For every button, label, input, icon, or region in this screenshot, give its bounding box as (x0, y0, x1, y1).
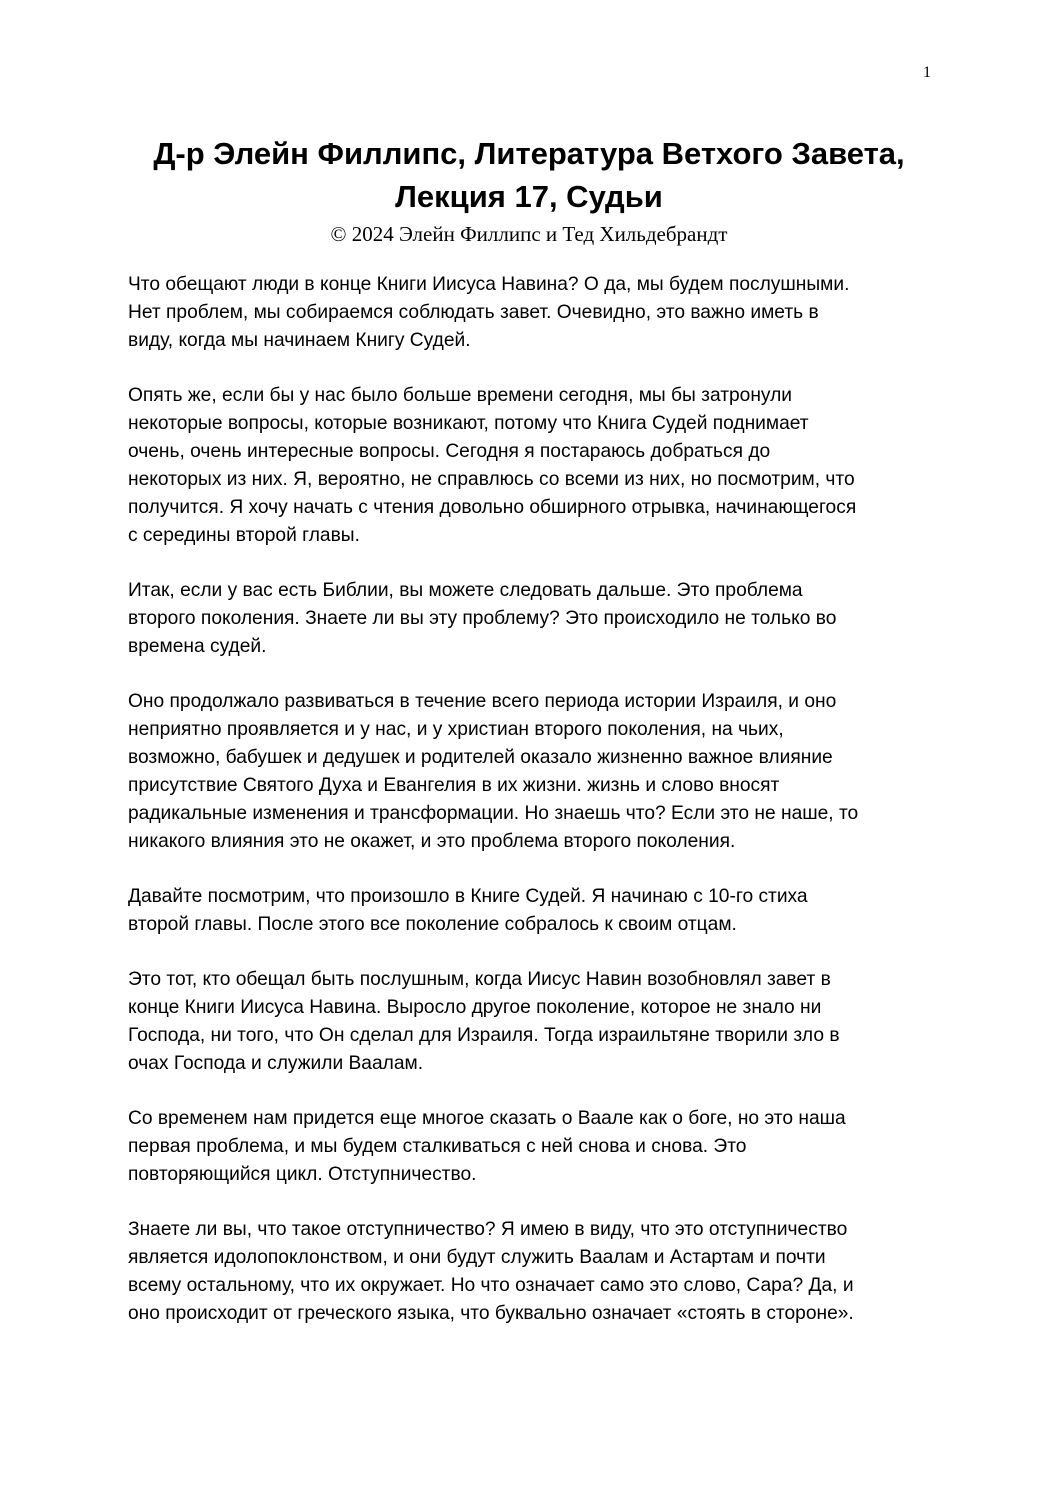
copyright-line: © 2024 Элейн Филлипс и Тед Хильдебрандт (330, 222, 728, 246)
text-line: Это тот, кто обещал быть послушным, когда Иисус Навин возобновлял завет в (128, 969, 831, 990)
text-line: Господа, ни того, что Он сделал для Израиля. Тогда израильтяне творили зло в (128, 1025, 840, 1046)
text-line: Со временем нам придется еще многое сказать о Ваале как о боге, но это наша (128, 1108, 846, 1129)
text-line: второго поколения. Знаете ли вы эту проблему? Это происходило не только во (128, 608, 837, 629)
text-line: некоторых из них. Я, вероятно, не справлюсь со всеми из них, но посмотрим, что (128, 469, 855, 490)
text-line: оно происходит от греческого языка, что буквально означает «стоять в стороне». (128, 1303, 854, 1324)
text-line: Оно продолжало развиваться в течение всего периода истории Израиля, и оно (128, 691, 837, 712)
text-line: является идолопоклонством, и они будут служить Ваалам и Астартам и почти (128, 1247, 826, 1268)
paragraph (128, 1216, 943, 1328)
text-line: второй главы. После этого все поколение собралось к своим отцам. (128, 914, 737, 935)
text-line: присутствие Святого Духа и Евангелия в их жизни. жизнь и слово вносят (128, 775, 780, 796)
text-line: Что обещают люди в конце Книги Иисуса Навина? О да, мы будем послушными. (128, 274, 850, 295)
page-number: 1 (923, 64, 931, 81)
text-line: первая проблема, и мы будем сталкиваться с ней снова и снова. Это (128, 1136, 747, 1157)
paragraph (128, 883, 943, 939)
text-line: Давайте посмотрим, что произошло в Книге Судей. Я начинаю с 10-го стиха (128, 886, 808, 907)
document-body (128, 271, 943, 1355)
paragraph (128, 577, 943, 661)
paragraph (128, 966, 943, 1078)
text-line: с середины второй главы. (128, 525, 360, 546)
text-line: получится. Я хочу начать с чтения довольно обширного отрывка, начинающегося (128, 497, 857, 518)
text-line: Знаете ли вы, что такое отступничество? Я имею в виду, что это отступничество (128, 1219, 848, 1240)
paragraph (128, 382, 943, 550)
title-line: Д-р Элейн Филлипс, Литература Ветхого Завета, (153, 136, 905, 171)
text-line: повторяющийся цикл. Отступничество. (128, 1164, 477, 1185)
paragraph (128, 1105, 943, 1189)
page-title (100, 132, 958, 218)
text-line: Нет проблем, мы собираемся соблюдать завет. Очевидно, это важно иметь в (128, 302, 819, 323)
text-line: неприятно проявляется и у нас, и у христиан второго поколения, на чьих, (128, 719, 784, 740)
text-line: радикальные изменения и трансформации. Но знаешь что? Если это не наше, то (128, 803, 859, 824)
text-line: всему остальному, что их окружает. Но что означает само это слово, Сара? Да, и (128, 1275, 854, 1296)
title-line: Лекция 17, Судьи (395, 179, 663, 214)
text-line: никакого влияния это не окажет, и это проблема второго поколения. (128, 831, 736, 852)
text-line: очах Господа и служили Ваалам. (128, 1053, 424, 1074)
text-line: конце Книги Иисуса Навина. Выросло другое поколение, которое не знало ни (128, 997, 822, 1018)
text-line: очень, очень интересные вопросы. Сегодня я постараюсь добраться до (128, 441, 771, 462)
text-line: некоторые вопросы, которые возникают, потому что Книга Судей поднимает (128, 413, 809, 434)
text-line: виду, когда мы начинаем Книгу Судей. (128, 330, 471, 351)
text-line: Опять же, если бы у нас было больше времени сегодня, мы бы затронули (128, 385, 793, 406)
paragraph (128, 271, 943, 355)
text-line: Итак, если у вас есть Библии, вы можете следовать дальше. Это проблема (128, 580, 803, 601)
text-line: времена судей. (128, 636, 267, 657)
text-line: возможно, бабушек и дедушек и родителей оказало жизненно важное влияние (128, 747, 833, 768)
paragraph (128, 688, 943, 856)
